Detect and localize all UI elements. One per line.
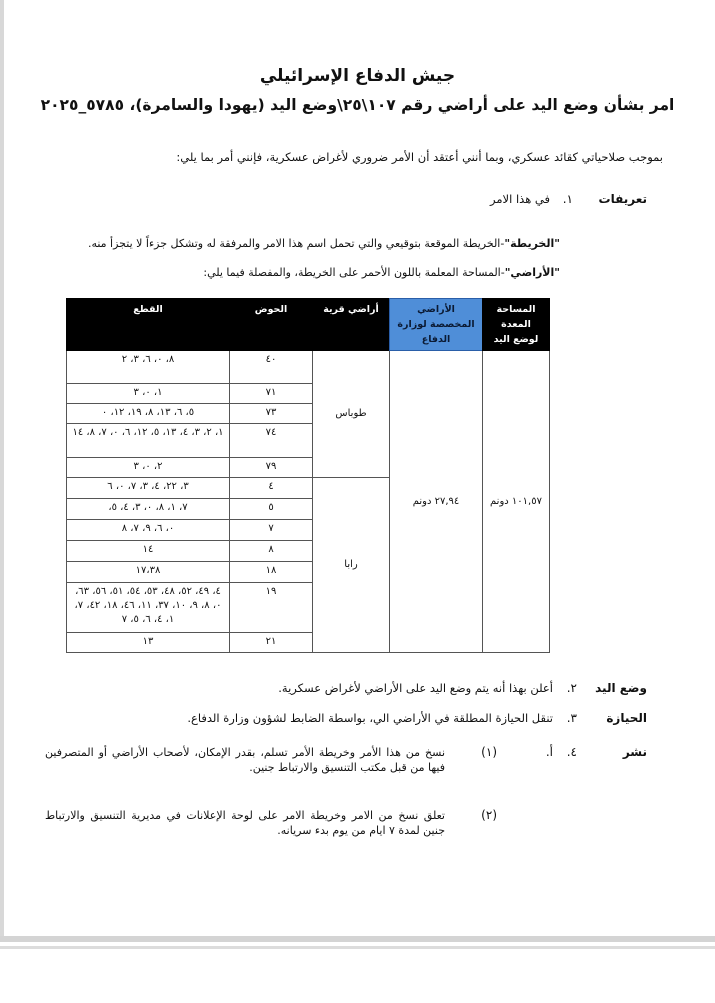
lands-table <box>66 298 550 653</box>
parcels-cell: ١٧،٣٨ <box>67 562 230 583</box>
basin-cell: ٥ <box>230 499 313 520</box>
map-term: "الخريطة" <box>504 237 560 250</box>
publication-sub: أ. <box>545 745 553 759</box>
parcels-cell: ٨، ٠، ٦، ٣، ٢ <box>67 351 230 384</box>
parcels-cell: ٢، ٠، ٣ <box>67 458 230 478</box>
seizure-text: أعلن بهذا أنه يتم وضع اليد على الأراضي لأغراض عسكرية. <box>278 681 553 695</box>
next-page <box>0 946 715 1003</box>
definitions-intro: في هذا الامر <box>490 192 550 206</box>
basin-cell: ٤ <box>230 478 313 499</box>
publication-label: نشر <box>622 745 647 759</box>
basin-cell: ١٨ <box>230 562 313 583</box>
basin-cell: ١٩ <box>230 583 313 633</box>
order-subtitle: امر بشأن وضع اليد على أراضي رقم ١٠٧\٢٥\وضع اليد (يهودا والسامرة)، ٥٧٨٥_٢٠٢٥ <box>40 96 675 114</box>
lands-definition <box>203 266 560 279</box>
total-area-cell: ١٠١,٥٧ دونم <box>483 351 550 653</box>
table-row <box>67 351 550 384</box>
map-definition <box>88 237 560 250</box>
village-cell: طوباس <box>313 351 390 478</box>
seizure-label: وضع اليد <box>595 681 647 695</box>
header-basin: الحوض <box>230 299 313 351</box>
publication-item-number: (١) <box>481 745 497 759</box>
parcels-cell: ٧، ١، ٨، ٠، ٣، ٤، ٥، <box>67 499 230 520</box>
possession-label: الحيازة <box>606 711 647 725</box>
defense-area-cell: ٢٧,٩٤ دونم <box>390 351 483 653</box>
parcels-cell: ٠، ٦، ٩، ٧، ٨ <box>67 520 230 541</box>
parcels-cell: ٥، ٦، ١٣، ٨، ١٩، ١٢، ٠ <box>67 404 230 424</box>
map-definition-text: -الخريطة الموقعة بتوقيعي والتي تحمل اسم هذا الامر والمرفقة له وتشكل جزءاً لا يتجزأ منه. <box>87 237 505 250</box>
publication-item-text: نسخ من هذا الأمر وخريطة الأمر تسلم، بقدر الإمكان، لأصحاب الأراضي أو المتصرفين فيها من قبل مكتب التنسيق والارتباط جنين. <box>45 746 445 774</box>
publication-number: ٤. <box>566 745 577 759</box>
parcels-cell: ١٤ <box>67 541 230 562</box>
header-defense-lands: الأراضي المخصصة لوزارة الدفاع <box>390 299 483 351</box>
basin-cell: ٧ <box>230 520 313 541</box>
parcels-cell: ٤، ٤٩، ٥٢، ٤٨، ٥٣، ٥٤، ٥١، ٥٦، ٦٣، ٠، ٨، ٩، ١٠، ٣٧، ١١، ٤٦، ١٨، ٤٢، ٧، ١، ٤، ٦، ٥، ٧ <box>67 583 230 633</box>
basin-cell: ٤٠ <box>230 351 313 384</box>
parcels-cell: ١، ٢، ٣، ٤، ١٣، ٥، ١٢، ٦، ٠، ٧، ٨، ١٤ <box>67 424 230 458</box>
basin-cell: ٨ <box>230 541 313 562</box>
table-header-row <box>67 299 550 351</box>
header-village: أراضي قرية <box>313 299 390 351</box>
publication-item-number: (٢) <box>481 808 497 822</box>
basin-cell: ٧٤ <box>230 424 313 458</box>
basin-cell: ٧١ <box>230 384 313 404</box>
basin-cell: ٧٣ <box>230 404 313 424</box>
definitions-number: ١. <box>562 192 573 206</box>
possession-number: ٣. <box>566 711 577 725</box>
publication-item-text: تعلق نسخ من الامر وخريطة الامر على لوحة الإعلانات في مديرية التنسيق والارتباط جنين لمدة ٧ ايام من يوم بدء سريانه. <box>45 809 445 837</box>
possession-text: تنقل الحيازة المطلقة في الأراضي الي، بواسطة الضابط لشؤون وزارة الدفاع. <box>187 711 553 725</box>
lands-term: "الأراضي" <box>504 266 560 279</box>
basin-cell: ٢١ <box>230 633 313 653</box>
lands-definition-text: -المساحة المعلمة باللون الأحمر على الخريطة، والمفصلة فيما يلي: <box>203 266 505 279</box>
header-parcels: القطع <box>67 299 230 351</box>
definitions-label: تعريفات <box>598 192 647 206</box>
seizure-number: ٢. <box>566 681 577 695</box>
basin-cell: ٧٩ <box>230 458 313 478</box>
parcels-cell: ١، ٠، ٣ <box>67 384 230 404</box>
village-cell: رابا <box>313 478 390 653</box>
header-area: المساحة المعدة لوضع اليد <box>483 299 550 351</box>
page-edge <box>0 0 4 940</box>
document-title: جيش الدفاع الإسرائيلي <box>259 66 456 86</box>
preamble-text: بموجب صلاحياتي كقائد عسكري، وبما أنني أعتقد أن الأمر ضروري لأغراض عسكرية، فإنني أمر بما يلي: <box>176 150 663 164</box>
parcels-cell: ٣، ٢٢، ٤، ٣، ٧، ٠، ٦ <box>67 478 230 499</box>
parcels-cell: ١٣ <box>67 633 230 653</box>
